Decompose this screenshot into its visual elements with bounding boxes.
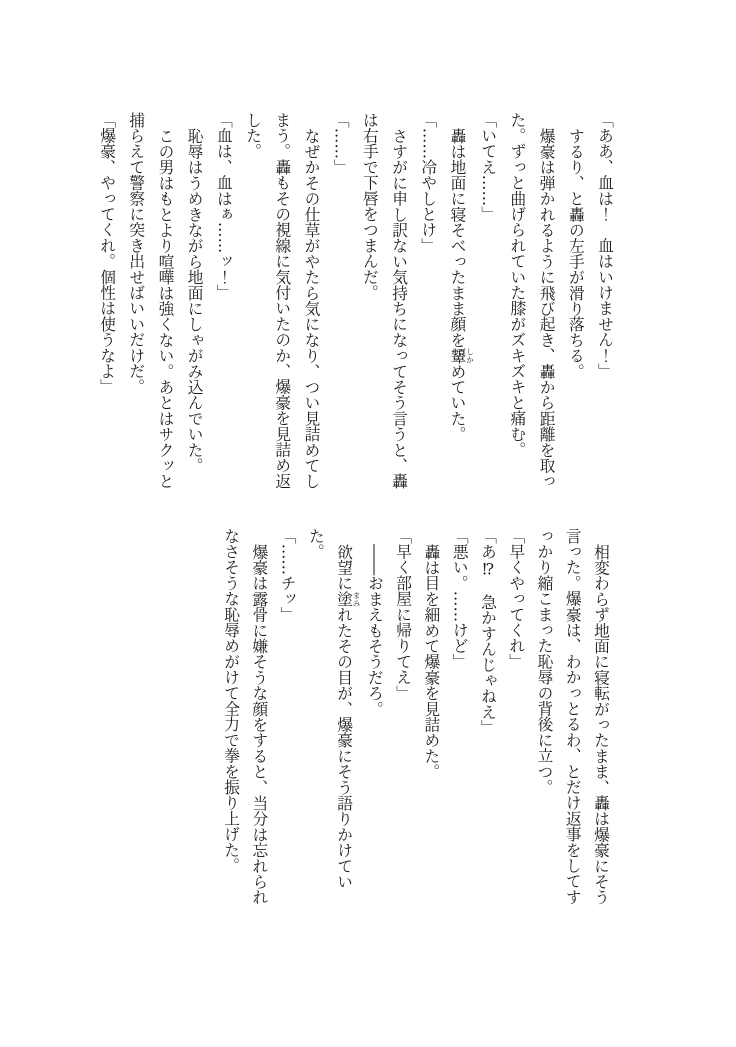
dialogue-line: 「爆豪、やってくれ。個性は使うなよ」 [98, 112, 118, 395]
dialogue-line: 「……冷やしとけ」 [419, 112, 439, 254]
narration-line: なぜかその仕草がやたら気になり、つい見詰めてしまう。轟もその視線に気付いたのか、爆豪を見詰め返した。 [244, 112, 322, 489]
ruby-annotated-kanji: 顰しか [448, 347, 475, 364]
dialogue-line: 「……」 [331, 112, 351, 175]
dialogue-line: 「ああ、血は！ 血はいけません！」 [596, 112, 615, 379]
dialogue-line: 「いてえ……」 [479, 112, 499, 222]
narration-line: 轟は目を細めて爆豪を見詰めた。 [422, 543, 442, 780]
dialogue-line: 「悪い。……けど」 [450, 528, 470, 670]
passage-upper [93, 112, 620, 490]
dialogue-line: 「早く部屋に帰りてえ」 [394, 528, 414, 701]
passage-lower [217, 528, 615, 906]
narration-line: この男はもとより喧嘩は強くない。あとはサクッと捕らえて警察に突き出せばいいだけだ。 [127, 112, 176, 489]
dialogue-line: 「血は、血はぁ……ッ！」 [214, 112, 234, 301]
narration-line: さすがに申し訳ない気持ちになってそう言うと、轟は右手で下唇をつまんだ。 [360, 112, 410, 489]
dialogue-line: 「早くやってくれ」 [507, 528, 527, 670]
narration-line: 轟は地面に寝そべったまま顔を顰しかめていた。 [448, 127, 475, 442]
thought-line: ――おまえもそうだろ。 [365, 543, 385, 717]
narration-line: 爆豪は弾かれるように飛び起き、轟から距離を取った。ずっと曲げられていた膝がズキズキと痛む。 [508, 112, 557, 489]
dialogue-line: 「……チッ」 [278, 528, 298, 623]
narration-line: 相変わらず地面に寝転がったまま、轟は爆豪にそう言った。爆豪は、わかっとるわ、とだけ返事をしてすっかり縮こまった恥辱の背後に立つ。 [535, 528, 611, 905]
narration-line: 爆豪は露骨に嫌そうな顔をすると、当分は忘れられなさそうな恥辱めがけて全力で拳を振り上げた。 [222, 528, 270, 905]
narration-line: 恥辱はうめきながら地面にしゃがみ込んでいた。 [185, 127, 205, 474]
ruby-annotated-kanji: 塗まみ [335, 590, 362, 607]
narration-line: 欲望に塗まみれたその目が、爆豪にそう語りかけていた。 [306, 528, 362, 890]
dialogue-line: 「あ⁉ 急かすんじゃねえ」 [478, 528, 498, 736]
narration-line: するり、と轟の左手が滑り落ちる。 [566, 127, 586, 379]
